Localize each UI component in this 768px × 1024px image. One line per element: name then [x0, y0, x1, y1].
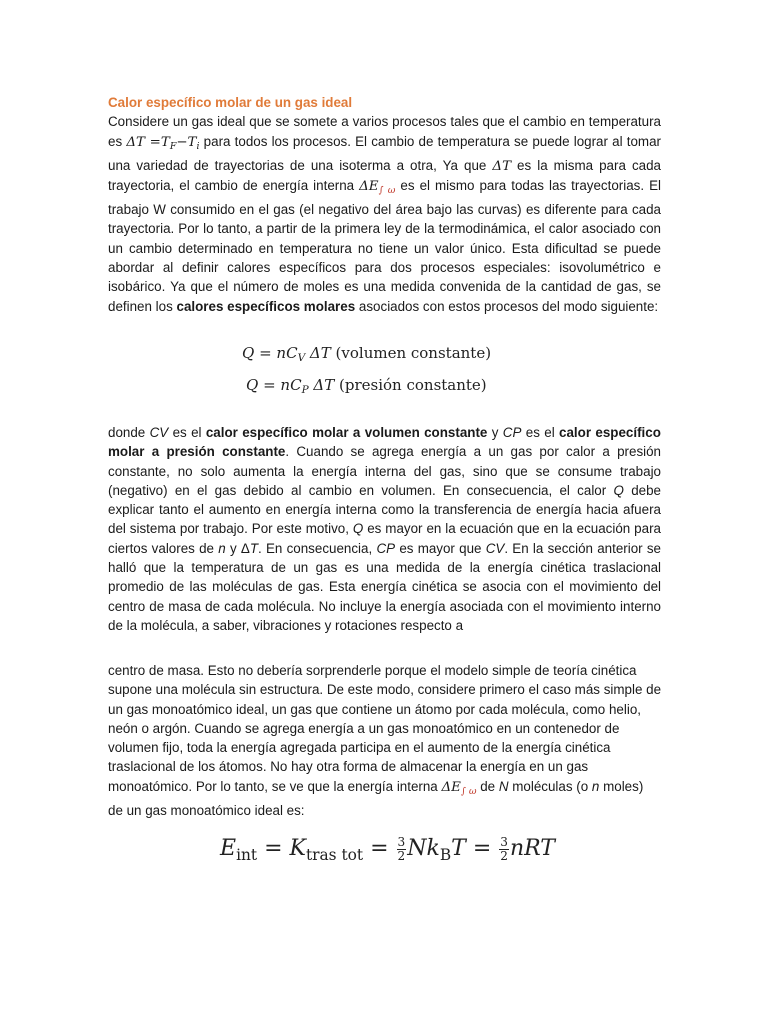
section-title: Calor específico molar de un gas ideal [108, 95, 353, 110]
math-delta-e-int: $\Delta E_{\int \omega}$ [359, 179, 396, 196]
section-3: centro de masa. Esto no debería sorprenderle porque el modelo simple de teoría cinética supone una molécula sin estructura. De este modo, considere primero el caso más simple de un gas monoatómico ideal, un gas que contiene un átomo por cada molécula, como helio, neón o argón. Cuando se agrega energía a un gas monoatómico en un contenedor de volumen fijo, toda la energía agregada participa en el aumento de la energía cinética traslacional de los átomos. No hay otra forma de almacenar la energía en un gas monoatómico. Por lo tanto, se ve que la energía interna $\Delta E_{\int \omega}$ de N moléculas (o n moles) de un gas monoatómico ideal es: [108, 663, 662, 818]
math-delta-t: ΔT [492, 158, 512, 174]
math-delta-t-definition: $\Delta T =T_F-T_i$ [126, 134, 200, 152]
paragraph-text: es la misma para cada trayectoria, el cambio de energía interna [108, 157, 661, 193]
section-1 [108, 93, 661, 316]
paragraph-text: es el mismo para todas las trayectorias. El trabajo W consumido en el gas (el negativo del área bajo las curvas) es diferente para cada trayectoria. Por lo tanto, a partir de la primera ley de la termodinámica, el calor asociado con un cambio determinado en temperatura no tiene un valor único. Esta dificultad se puede abordar al definir calores específicos para dos procesos especiales: isovolumétrico e isobárico. Ya que el número de moles es una medida convenida de la cantidad de gas, se definen los [108, 178, 661, 314]
math-delta-e-int: $\Delta E_{\int \omega}$ [441, 779, 477, 797]
bold-term: calores específicos molares [176, 298, 356, 314]
paragraph-text: para todos los procesos. El cambio de temperatura se puede lograr al tomar una variedad de trayectorias de una isoterma a otra, Ya que [108, 133, 661, 173]
equation-cp: $Q = nC_P$ ΔT (presión constante) [246, 376, 487, 397]
paragraph-text: asociados con estos procesos del modo siguiente: [358, 298, 659, 314]
bold-term: calor específico molar a presión constante [108, 425, 661, 460]
section-2: donde CV es el calor específico molar a volumen constante y CP es el calor específico molar a presión constante. Cuando se agrega energía a un gas por calor a presión constante, no solo aumenta la energía interna del gas, sino que se consume trabajo (negativo) en el gas debido al cambio en volumen. En consecuencia, el calor Q debe explicar tanto el aumento en energía interna como la transferencia de energía hacia afuera del sistema por trabajo. Por este motivo, Q es mayor en la ecuación que en la ecuación para ciertos valores de n y ΔT. En consecuencia, CP es mayor que CV. En la sección anterior se halló que la temperatura de un gas es una medida de la energía cinética traslacional promedio de las moléculas de gas. Esta energía cinética se asocia con el movimiento del centro de masa de cada molécula. No incluye la energía asociada con el movimiento interno de la molécula, a saber, vibraciones y rotaciones respecto a [108, 425, 662, 633]
fraction-three-halves: $\frac{3}{2}$ [500, 835, 508, 863]
fraction-three-halves: $\frac{3}{2}$ [397, 835, 406, 863]
paragraph-text: Considere un gas ideal que se somete a varios procesos tales que el cambio en temperatura es [108, 114, 661, 149]
equation-cv: $Q = nC_V$ ΔT (volumen constante) [242, 344, 492, 365]
bold-term: calor específico molar a volumen constante [205, 425, 488, 440]
equation-internal-energy: $E_{int} = K_{tras tot}$ = $\frac{3}{2}$ $Nk_BT$ = $\frac{3}{2}$ nRT [220, 835, 555, 864]
